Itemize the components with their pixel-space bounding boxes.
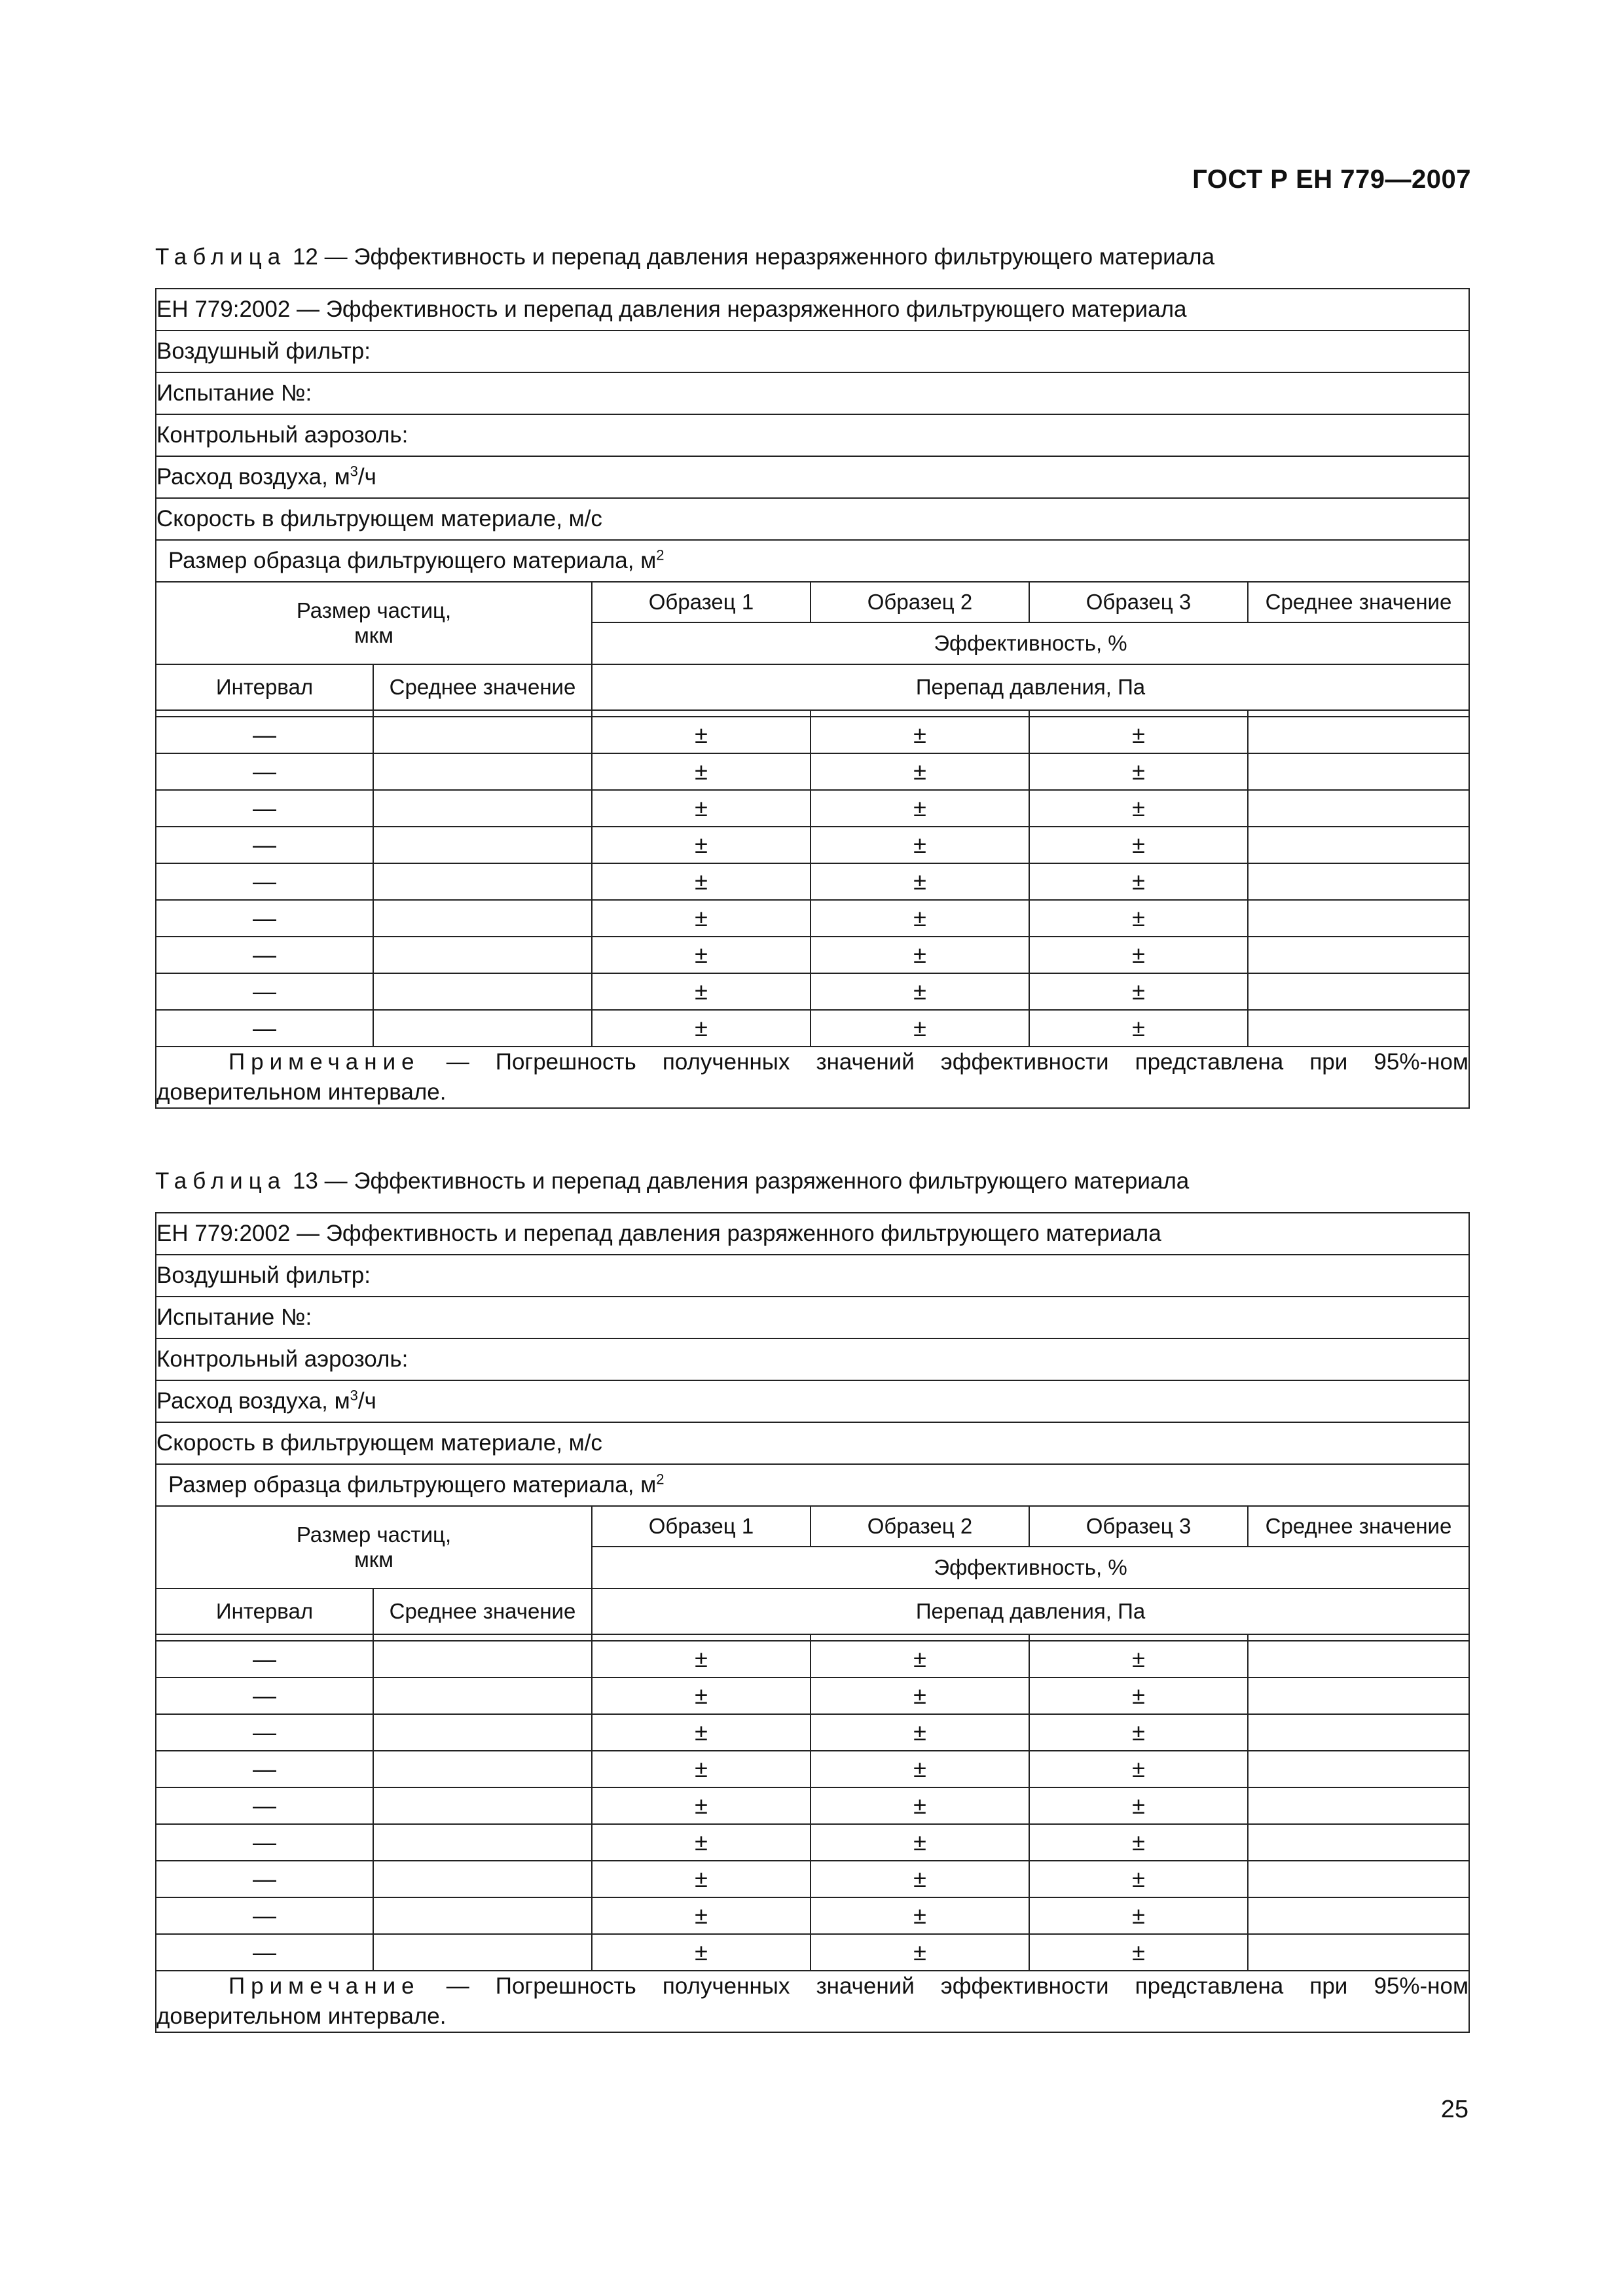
mean-cell — [373, 790, 592, 827]
interval-cell: — — [156, 753, 373, 790]
table-row — [156, 1861, 1469, 1897]
average-cell — [1248, 900, 1469, 937]
pressure-drop-header: Перепад давления, Па — [592, 664, 1469, 710]
sample-1-cell: ± — [592, 1787, 811, 1824]
interval-cell: — — [156, 863, 373, 900]
sample-1-cell: ± — [592, 863, 811, 900]
average-cell — [1248, 827, 1469, 863]
particle-size-header — [156, 582, 592, 664]
mean-cell — [373, 1677, 592, 1714]
sample-3-cell: ± — [1029, 863, 1248, 900]
pressure-drop-header: Перепад давления, Па — [592, 1588, 1469, 1634]
efficiency-header: Эффективность, % — [592, 622, 1469, 664]
sample-1-header: Образец 1 — [592, 582, 811, 622]
average-cell — [1248, 937, 1469, 973]
sample-2-cell: ± — [811, 1714, 1029, 1751]
sample-2-cell: ± — [811, 900, 1029, 937]
sample-3-cell: ± — [1029, 1824, 1248, 1861]
sample-2-cell: ± — [811, 937, 1029, 973]
particle-size-line1: Размер частиц, — [296, 1522, 452, 1547]
mean-header: Среднее значение — [1248, 1506, 1469, 1547]
sample-3-cell: ± — [1029, 1641, 1248, 1677]
mean-cell — [373, 863, 592, 900]
interval-header: Интервал — [156, 1588, 373, 1634]
note-text: — Погрешность полученных значений эффективности представлена при 95%-ном — [420, 1049, 1468, 1075]
sample-3-cell: ± — [1029, 1861, 1248, 1897]
sample-2-cell: ± — [811, 717, 1029, 753]
average-cell — [1248, 1751, 1469, 1787]
sample-size-row — [156, 540, 1469, 582]
table-row — [156, 900, 1469, 937]
sample-2-header: Образец 2 — [811, 582, 1029, 622]
mean-cell — [373, 900, 592, 937]
sample-2-cell: ± — [811, 753, 1029, 790]
sample-3-cell: ± — [1029, 1787, 1248, 1824]
mean-cell — [373, 717, 592, 753]
table-row — [156, 1751, 1469, 1787]
average-cell — [1248, 790, 1469, 827]
mean-cell — [373, 753, 592, 790]
velocity-row: Скорость в фильтрующем материале, м/с — [156, 498, 1469, 540]
table-row — [156, 973, 1469, 1010]
table-row — [156, 1677, 1469, 1714]
average-cell — [1248, 1934, 1469, 1971]
note-line1 — [156, 1971, 1468, 2001]
air-filter-row: Воздушный фильтр: — [156, 1255, 1469, 1297]
sample-3-cell: ± — [1029, 717, 1248, 753]
caption-word: Таблица — [155, 1168, 287, 1194]
interval-cell: — — [156, 1861, 373, 1897]
sample-1-cell: ± — [592, 827, 811, 863]
sample-1-cell: ± — [592, 753, 811, 790]
interval-cell: — — [156, 1714, 373, 1751]
particle-size-line2: мкм — [354, 1547, 393, 1571]
mean-header: Среднее значение — [1248, 582, 1469, 622]
average-cell — [1248, 1641, 1469, 1677]
mean-cell — [373, 1714, 592, 1751]
test-number-row: Испытание №: — [156, 1297, 1469, 1338]
sample-size-label: Размер образца фильтрующего материала, м — [168, 1472, 657, 1498]
sample-3-header: Образец 3 — [1029, 582, 1248, 622]
interval-cell: — — [156, 1010, 373, 1047]
interval-cell: — — [156, 1824, 373, 1861]
sample-1-cell: ± — [592, 973, 811, 1010]
mean-cell — [373, 973, 592, 1010]
table-row — [156, 1897, 1469, 1934]
mean-cell — [373, 1934, 592, 1971]
sample-3-cell: ± — [1029, 1010, 1248, 1047]
aerosol-row: Контрольный аэрозоль: — [156, 414, 1469, 456]
test-number-row: Испытание №: — [156, 372, 1469, 414]
sample-2-cell: ± — [811, 973, 1029, 1010]
sample-2-cell: ± — [811, 790, 1029, 827]
interval-cell: — — [156, 973, 373, 1010]
mean-cell — [373, 1897, 592, 1934]
average-cell — [1248, 1897, 1469, 1934]
interval-header: Интервал — [156, 664, 373, 710]
sample-3-cell: ± — [1029, 1714, 1248, 1751]
sample-size-label: Размер образца фильтрующего материала, м — [168, 548, 657, 573]
table-13-caption — [155, 1168, 1189, 1194]
table-row — [156, 1934, 1469, 1971]
interval-cell: — — [156, 1677, 373, 1714]
sample-2-cell: ± — [811, 1897, 1029, 1934]
average-cell — [1248, 1677, 1469, 1714]
interval-cell: — — [156, 827, 373, 863]
average-cell — [1248, 1010, 1469, 1047]
airflow-label: Расход воздуха, м — [156, 1388, 350, 1414]
sample-1-cell: ± — [592, 1824, 811, 1861]
sample-3-cell: ± — [1029, 1677, 1248, 1714]
sample-2-cell: ± — [811, 1934, 1029, 1971]
average-cell — [1248, 863, 1469, 900]
interval-cell: — — [156, 717, 373, 753]
note-word: Примечание — [228, 1973, 420, 1999]
table-row — [156, 827, 1469, 863]
table-12-caption — [155, 244, 1214, 270]
average-cell — [1248, 1824, 1469, 1861]
sample-1-cell: ± — [592, 937, 811, 973]
airflow-unit: /ч — [357, 464, 376, 490]
sample-1-cell: ± — [592, 1861, 811, 1897]
mean-cell — [373, 1787, 592, 1824]
table-note — [156, 1047, 1469, 1108]
sample-2-cell: ± — [811, 863, 1029, 900]
sample-2-cell: ± — [811, 1824, 1029, 1861]
note-line1 — [156, 1047, 1468, 1077]
sample-2-cell: ± — [811, 1677, 1029, 1714]
efficiency-header: Эффективность, % — [592, 1547, 1469, 1588]
sample-2-cell: ± — [811, 1787, 1029, 1824]
interval-cell: — — [156, 1934, 373, 1971]
mean-cell — [373, 1824, 592, 1861]
sample-1-cell: ± — [592, 717, 811, 753]
average-cell — [1248, 1714, 1469, 1751]
interval-cell: — — [156, 1787, 373, 1824]
sample-3-cell: ± — [1029, 900, 1248, 937]
table-row — [156, 790, 1469, 827]
particle-size-line2: мкм — [354, 623, 393, 647]
sample-3-cell: ± — [1029, 1897, 1248, 1934]
note-text: — Погрешность полученных значений эффективности представлена при 95%-ном — [420, 1973, 1469, 1999]
note-line2: доверительном интервале. — [156, 1079, 447, 1105]
interval-cell: — — [156, 1751, 373, 1787]
interval-cell: — — [156, 790, 373, 827]
airflow-row — [156, 1380, 1469, 1422]
sample-3-cell: ± — [1029, 827, 1248, 863]
sample-1-cell: ± — [592, 1751, 811, 1787]
table-row — [156, 1010, 1469, 1047]
airflow-label: Расход воздуха, м — [156, 464, 350, 490]
page-number: 25 — [1440, 2096, 1468, 2123]
average-cell — [1248, 1861, 1469, 1897]
airflow-row — [156, 456, 1469, 498]
mean-cell — [373, 1751, 592, 1787]
mean-cell — [373, 827, 592, 863]
particle-size-line1: Размер частиц, — [296, 598, 452, 622]
table-13 — [155, 1212, 1470, 2033]
note-line2: доверительном интервале. — [156, 2003, 447, 2029]
mean-value-header: Среднее значение — [373, 1588, 592, 1634]
mean-cell — [373, 1861, 592, 1897]
sample-3-cell: ± — [1029, 1934, 1248, 1971]
caption-word: Таблица — [155, 244, 287, 270]
sample-3-cell: ± — [1029, 1751, 1248, 1787]
sample-3-cell: ± — [1029, 937, 1248, 973]
mean-value-header: Среднее значение — [373, 664, 592, 710]
sample-2-header: Образец 2 — [811, 1506, 1029, 1547]
airflow-sup: 3 — [350, 1387, 358, 1404]
airflow-sup: 3 — [350, 463, 358, 480]
caption-text: 12 — Эффективность и перепад давления неразряженного фильтрующего материала — [292, 244, 1215, 270]
sample-2-cell: ± — [811, 1751, 1029, 1787]
particle-size-header — [156, 1506, 592, 1588]
table-row — [156, 753, 1469, 790]
note-word: Примечание — [228, 1049, 420, 1075]
sample-1-cell: ± — [592, 1897, 811, 1934]
caption-text: 13 — Эффективность и перепад давления разряженного фильтрующего материала — [292, 1168, 1190, 1194]
table-row — [156, 1787, 1469, 1824]
sample-3-cell: ± — [1029, 790, 1248, 827]
sample-size-sup: 2 — [656, 547, 665, 564]
sample-size-row — [156, 1464, 1469, 1506]
table-row — [156, 1714, 1469, 1751]
sample-size-sup: 2 — [656, 1471, 665, 1488]
velocity-row: Скорость в фильтрующем материале, м/с — [156, 1422, 1469, 1464]
sample-1-cell: ± — [592, 1714, 811, 1751]
interval-cell: — — [156, 900, 373, 937]
mean-cell — [373, 937, 592, 973]
sample-3-header: Образец 3 — [1029, 1506, 1248, 1547]
table-title-row: ЕН 779:2002 — Эффективность и перепад давления неразряженного фильтрующего материала — [156, 289, 1469, 331]
sample-2-cell: ± — [811, 827, 1029, 863]
aerosol-row: Контрольный аэрозоль: — [156, 1338, 1469, 1380]
air-filter-row: Воздушный фильтр: — [156, 331, 1469, 372]
interval-cell: — — [156, 937, 373, 973]
average-cell — [1248, 753, 1469, 790]
document-header: ГОСТ Р ЕН 779—2007 — [1192, 165, 1471, 194]
sample-2-cell: ± — [811, 1861, 1029, 1897]
interval-cell: — — [156, 1641, 373, 1677]
airflow-unit: /ч — [357, 1388, 376, 1414]
sample-3-cell: ± — [1029, 973, 1248, 1010]
sample-1-cell: ± — [592, 1641, 811, 1677]
table-row — [156, 937, 1469, 973]
average-cell — [1248, 1787, 1469, 1824]
sample-2-cell: ± — [811, 1641, 1029, 1677]
table-row — [156, 863, 1469, 900]
mean-cell — [373, 1010, 592, 1047]
sample-2-cell: ± — [811, 1010, 1029, 1047]
sample-1-cell: ± — [592, 900, 811, 937]
interval-cell: — — [156, 1897, 373, 1934]
table-title-row: ЕН 779:2002 — Эффективность и перепад давления разряженного фильтрующего материала — [156, 1213, 1469, 1255]
sample-1-cell: ± — [592, 1010, 811, 1047]
table-note — [156, 1971, 1469, 2032]
average-cell — [1248, 717, 1469, 753]
mean-cell — [373, 1641, 592, 1677]
sample-1-cell: ± — [592, 1934, 811, 1971]
sample-1-cell: ± — [592, 1677, 811, 1714]
sample-1-cell: ± — [592, 790, 811, 827]
average-cell — [1248, 973, 1469, 1010]
sample-3-cell: ± — [1029, 753, 1248, 790]
sample-1-header: Образец 1 — [592, 1506, 811, 1547]
table-row — [156, 1641, 1469, 1677]
table-row — [156, 1824, 1469, 1861]
table-row — [156, 717, 1469, 753]
table-12 — [155, 288, 1470, 1109]
